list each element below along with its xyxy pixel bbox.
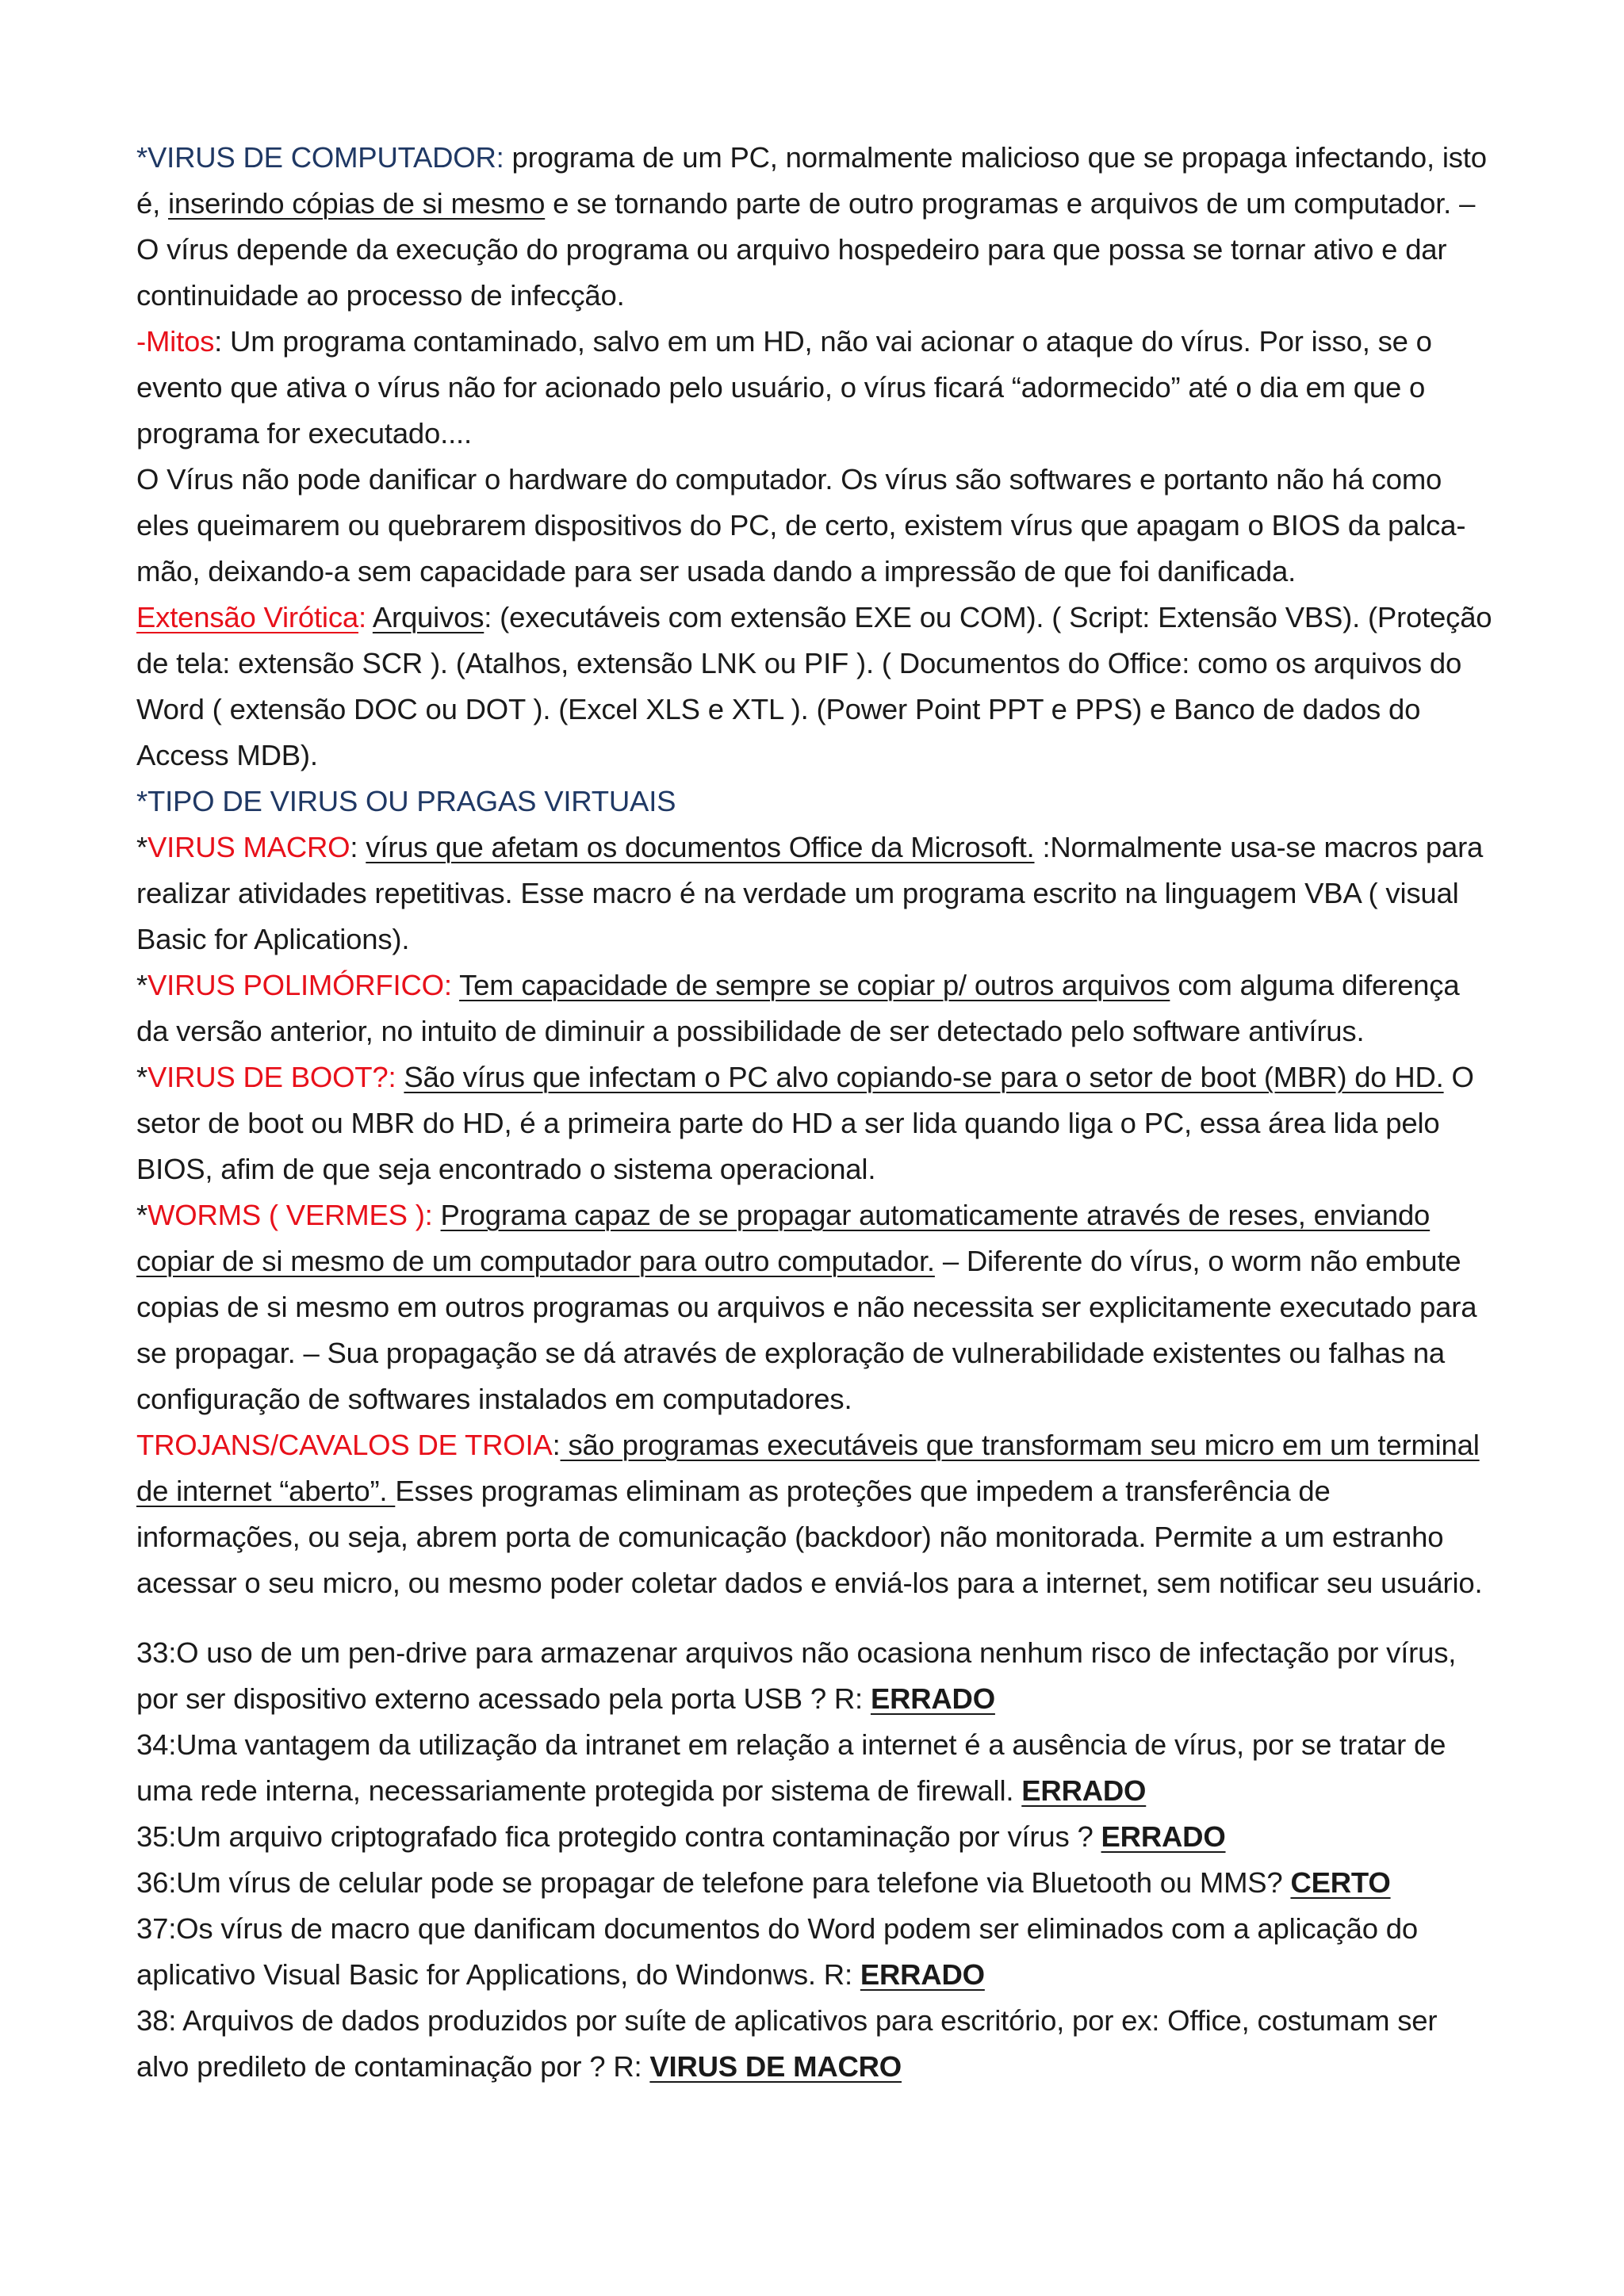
question-38-text: 38: Arquivos de dados produzidos por suíte de aplicativos para escritório, por ex: Office, costumam ser alvo predileto de contaminação por ? R: xyxy=(136,2004,1438,2083)
boot-space xyxy=(396,1061,404,1093)
question-37-answer: ERRADO xyxy=(860,1958,985,1991)
boot-label: VIRUS DE BOOT?: xyxy=(147,1061,396,1093)
virus-text-1: programa de um PC, normalmente malicioso que se propaga infectando, isto é, xyxy=(136,141,1487,220)
mitos-label: -Mitos xyxy=(136,325,215,358)
tipo-heading: *TIPO DE VIRUS OU PRAGAS VIRTUAIS xyxy=(136,785,676,817)
extensao-colon: : xyxy=(358,601,373,633)
polimorfico-space xyxy=(452,969,459,1001)
question-36-text: 36:Um vírus de celular pode se propagar de telefone para telefone via Bluetooth ou MMS? xyxy=(136,1866,1291,1899)
macro-colon: : xyxy=(350,831,366,863)
question-38-answer: VIRUS DE MACRO xyxy=(649,2050,902,2083)
macro-underlined: vírus que afetam os documentos Office da Microsoft. xyxy=(366,831,1035,863)
polimorfico-underlined: Tem capacidade de sempre se copiar p/ outros arquivos xyxy=(459,969,1170,1001)
worms-paragraph xyxy=(136,1192,1493,1422)
boot-underlined: São vírus que infectam o PC alvo copiando-se para o setor de boot (MBR) do HD. xyxy=(404,1061,1444,1093)
trojans-underlined: são programas executáveis que transformam seu micro em um terminal de internet “aberto”. xyxy=(136,1429,1480,1507)
hardware-paragraph xyxy=(136,457,1493,595)
question-34-text: 34:Uma vantagem da utilização da intranet em relação a internet é a ausência de vírus, por se tratar de uma rede interna, necessariamente protegida por sistema de firewall. xyxy=(136,1728,1446,1807)
boot-text: O setor de boot ou MBR do HD, é a primeira parte do HD a ser lida quando liga o PC, essa área lida pelo BIOS, afim de que seja encontrado o sistema operacional. xyxy=(136,1061,1474,1185)
extensao-text: : (executáveis com extensão EXE ou COM). ( Script: Extensão VBS). (Proteção de tela: extensão SCR ). (Atalhos, extensão LNK ou PIF ). ( Documentos do Office: como os arquivos do Word ( extensão DOC ou DOT ). (Excel XLS e XTL ). (Power Point PPT e PPS) e Banco de dados do Access MDB). xyxy=(136,601,1492,771)
question-35 xyxy=(136,1814,1493,1860)
question-34 xyxy=(136,1722,1493,1814)
trojans-text: Esses programas eliminam as proteções que impedem a transferência de informações, ou seja, abrem porta de comunicação (backdoor) não monitorada. Permite a um estranho acessar o seu micro, ou mesmo poder coletar dados e enviá-los para a internet, sem notificar seu usuário. xyxy=(136,1475,1483,1599)
question-37 xyxy=(136,1906,1493,1998)
polimorfico-text: com alguma diferença da versão anterior, no intuito de diminuir a possibilidade de ser detectado pelo software antivírus. xyxy=(136,969,1460,1047)
macro-paragraph xyxy=(136,825,1493,962)
macro-label: VIRUS MACRO xyxy=(147,831,350,863)
worms-underlined: Programa capaz de se propagar automaticamente através de reses, enviando copiar de si mesmo de um computador para outro computador. xyxy=(136,1199,1431,1277)
mitos-paragraph xyxy=(136,319,1493,457)
trojans-colon: : xyxy=(552,1429,561,1461)
section-gap xyxy=(136,1606,1493,1630)
extensao-label: Extensão Virótica xyxy=(136,601,358,633)
question-35-answer: ERRADO xyxy=(1101,1820,1226,1853)
worms-star: * xyxy=(136,1199,148,1231)
virus-underlined: inserindo cópias de si mesmo xyxy=(167,187,546,220)
polimorfico-paragraph xyxy=(136,962,1493,1054)
question-33 xyxy=(136,1630,1493,1722)
question-35-text: 35:Um arquivo criptografado fica protegido contra contaminação por vírus ? xyxy=(136,1820,1101,1853)
trojans-label: TROJANS/CAVALOS DE TROIA xyxy=(136,1429,553,1461)
boot-star: * xyxy=(136,1061,148,1093)
question-36-answer: CERTO xyxy=(1290,1866,1391,1899)
extensao-paragraph xyxy=(136,595,1493,779)
question-33-text: 33:O uso de um pen-drive para armazenar arquivos não ocasiona nenhum risco de infectação por vírus, por ser dispositivo externo acessado pela porta USB ? R: xyxy=(136,1636,1457,1715)
boot-paragraph xyxy=(136,1054,1493,1192)
worms-label: WORMS ( VERMES ): xyxy=(147,1199,433,1231)
polimorfico-label: VIRUS POLIMÓRFICO: xyxy=(147,969,452,1001)
virus-definition-paragraph xyxy=(136,135,1493,319)
question-38 xyxy=(136,1998,1493,2090)
arquivos-label: Arquivos xyxy=(372,601,485,633)
polimorfico-star: * xyxy=(136,969,148,1001)
macro-text: :Normalmente usa-se macros para realizar atividades repetitivas. Esse macro é na verdade um programa escrito na linguagem VBA ( visual Basic for Aplications). xyxy=(136,831,1484,955)
hardware-text: O Vírus não pode danificar o hardware do computador. Os vírus são softwares e portanto não há como eles queimarem ou quebrarem dispositivos do PC, de certo, existem vírus que apagam o BIOS da palca-mão, deixando-a sem capacidade para ser usada dando a impressão de que foi danificada. xyxy=(136,463,1466,587)
trojans-paragraph xyxy=(136,1422,1493,1606)
virus-text-2: e se tornando parte de outro programas e arquivos de um computador. – O vírus depende da execução do programa ou arquivo hospedeiro para que possa se tornar ativo e dar continuidade ao processo de infecção. xyxy=(136,187,1476,312)
question-33-answer: ERRADO xyxy=(870,1682,995,1715)
worms-space xyxy=(433,1199,441,1231)
question-36 xyxy=(136,1860,1493,1906)
mitos-text: : Um programa contaminado, salvo em um HD, não vai acionar o ataque do vírus. Por isso, se o evento que ativa o vírus não for acionado pelo usuário, o vírus ficará “adormecido” até o dia em que o programa for executado.... xyxy=(136,325,1432,450)
question-37-text: 37:Os vírus de macro que danificam documentos do Word podem ser eliminados com a aplicação do aplicativo Visual Basic for Applications, do Windonws. R: xyxy=(136,1912,1418,1991)
macro-star: * xyxy=(136,831,148,863)
virus-label: *VIRUS DE COMPUTADOR: xyxy=(136,141,504,174)
worms-text: – Diferente do vírus, o worm não embute copias de si mesmo em outros programas ou arquivos e não necessita ser explicitamente executado para se propagar. – Sua propagação se dá através de exploração de vulnerabilidade existentes ou falhas na configuração de softwares instalados em computadores. xyxy=(136,1245,1477,1415)
question-34-answer: ERRADO xyxy=(1021,1774,1147,1807)
